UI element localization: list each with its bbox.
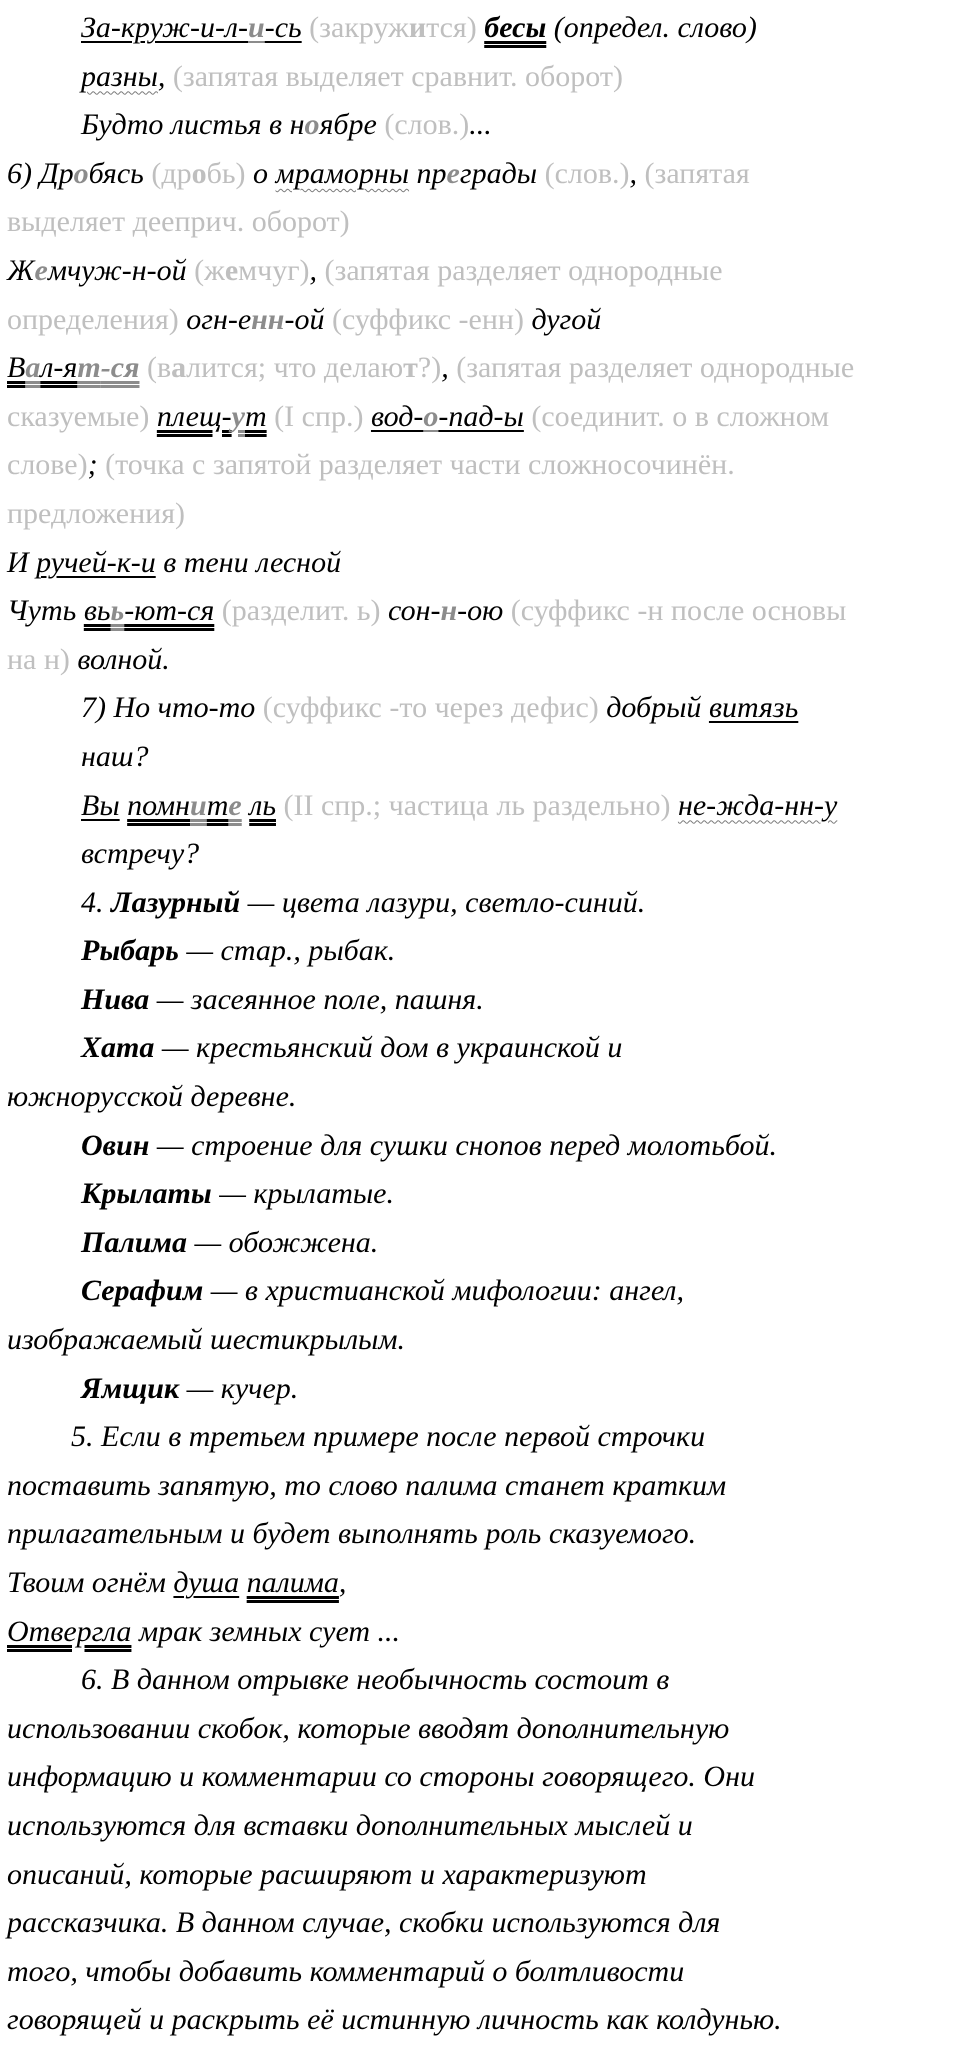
text-fragment: на н) <box>7 642 70 676</box>
text-fragment: — в христианской мифологии: ангел, <box>203 1274 685 1308</box>
text-fragment: мрак земных сует ... <box>131 1614 401 1648</box>
text-fragment: т <box>244 399 267 433</box>
text-fragment: используются для вставки дополнительных мыслей и <box>7 1808 693 1842</box>
text-fragment: палима <box>246 1566 339 1599</box>
text-fragment: определения) <box>7 302 179 336</box>
text-fragment: (запятая <box>644 156 750 190</box>
text-fragment: о <box>304 108 320 142</box>
text-fragment: о <box>423 399 439 433</box>
text-fragment: рассказчика. В данном случае, скобки используются для <box>7 1906 721 1940</box>
text-fragment: (слов.) <box>544 156 630 190</box>
text-fragment: сказуемые) <box>7 399 150 433</box>
text-fragment: вод- <box>370 399 424 433</box>
text-line <box>7 198 960 247</box>
text-fragment: — крылатые. <box>211 1177 394 1211</box>
text-fragment: (соединит. о в сложном <box>531 399 830 433</box>
text-fragment <box>239 1566 247 1599</box>
text-fragment: е <box>446 156 460 190</box>
text-fragment: мчуг) <box>238 253 310 287</box>
text-fragment: -ся <box>100 351 140 385</box>
text-fragment: (запятая выделяет сравнит. оборот) <box>165 59 623 93</box>
text-fragment <box>214 594 222 627</box>
text-fragment: , <box>157 59 166 93</box>
text-fragment: огн-е <box>178 302 252 336</box>
text-line <box>7 1073 960 1122</box>
text-fragment: Овин <box>81 1128 150 1162</box>
text-fragment: плещ- <box>156 399 232 433</box>
text-fragment: 7) Но что-то <box>81 691 263 725</box>
text-line <box>7 296 960 345</box>
text-line <box>7 247 960 296</box>
text-line <box>7 393 960 442</box>
text-line <box>7 1608 960 1657</box>
text-fragment: о <box>245 156 276 190</box>
text-fragment: н <box>440 594 458 628</box>
text-fragment: л-я <box>40 351 78 385</box>
text-fragment: ручей-к-и <box>36 545 156 579</box>
text-fragment: мраморны <box>275 156 410 190</box>
text-fragment: вь <box>83 594 111 628</box>
text-fragment: Ж <box>7 253 35 287</box>
text-fragment: помн <box>127 788 191 822</box>
text-fragment: т <box>77 351 101 385</box>
text-fragment: (запятая разделяет однородные <box>456 351 855 385</box>
text-fragment: Отвергла <box>7 1614 132 1648</box>
text-fragment: а <box>171 351 187 385</box>
text-fragment: 6. В данном отрывке необычность состоит в <box>81 1663 670 1697</box>
text-fragment: -ой <box>284 302 332 336</box>
text-fragment: -пад-ы <box>438 399 524 433</box>
text-line <box>7 782 960 831</box>
text-fragment: Рыбарь <box>81 934 179 968</box>
text-fragment: бесы <box>484 11 547 44</box>
text-fragment: бь) <box>206 156 246 190</box>
text-fragment: прилагательным и будет выполнять роль сказуемого. <box>7 1517 697 1551</box>
text-fragment <box>267 400 275 433</box>
text-fragment: Чуть <box>7 594 84 628</box>
text-fragment: Твоим огнём <box>7 1566 174 1599</box>
text-line <box>7 4 960 53</box>
text-fragment: разны <box>81 59 158 93</box>
text-line <box>7 539 960 588</box>
text-fragment: волной. <box>69 642 170 676</box>
text-line <box>7 976 960 1025</box>
text-fragment: Палима <box>81 1225 187 1259</box>
text-fragment: (закруж <box>309 11 409 44</box>
text-fragment <box>363 400 371 433</box>
text-fragment: Будто листья в н <box>81 108 305 142</box>
text-fragment: (др <box>151 156 192 190</box>
text-line <box>7 1705 960 1754</box>
text-fragment: встречу? <box>81 837 200 871</box>
text-fragment <box>149 400 157 433</box>
text-line <box>7 1948 960 1997</box>
text-fragment: говорящей и раскрыть её истинную личность как колдунью. <box>7 2003 782 2037</box>
text-fragment: грады <box>459 156 545 190</box>
text-fragment: е <box>224 253 239 287</box>
text-fragment: , <box>338 1566 347 1599</box>
text-line <box>7 927 960 976</box>
text-fragment: бясь <box>88 156 152 190</box>
text-fragment: тся) <box>426 11 477 44</box>
text-line <box>7 1656 960 1705</box>
text-line <box>7 1024 960 1073</box>
text-fragment: (запятая разделяет однородные <box>324 253 723 287</box>
text-fragment: 6) Др <box>7 156 74 190</box>
text-fragment: у <box>231 399 245 433</box>
text-line <box>7 1462 960 1511</box>
text-fragment: (в <box>146 351 172 385</box>
text-line <box>7 1996 960 2045</box>
text-fragment: Нива <box>81 982 150 1016</box>
text-fragment: ... <box>469 108 492 142</box>
text-fragment: душа <box>173 1566 240 1599</box>
text-fragment: в тени лесной <box>155 545 342 579</box>
text-fragment: — стар., рыбак. <box>178 934 396 968</box>
text-fragment: сон- <box>380 594 441 628</box>
text-fragment: , <box>309 253 325 287</box>
text-line <box>7 830 960 879</box>
text-fragment: (I спр.) <box>274 399 364 433</box>
text-fragment: (суффикс -енн) <box>331 302 524 336</box>
text-fragment: (суффикс -то через дефис) <box>262 691 599 725</box>
text-line <box>7 441 960 490</box>
text-fragment: е <box>34 253 48 287</box>
text-fragment: -ют-ся <box>124 594 215 628</box>
text-fragment: того, чтобы добавить комментарий о болтливости <box>7 1954 685 1988</box>
text-fragment: о <box>191 156 207 190</box>
text-fragment: не-жда-нн-у <box>677 788 838 822</box>
text-fragment: витязь <box>708 691 799 725</box>
text-fragment: — обожжена. <box>186 1225 379 1259</box>
text-fragment: информацию и комментарии со стороны говорящего. Они <box>7 1760 755 1794</box>
text-line <box>7 587 960 636</box>
text-fragment: пр <box>409 156 447 190</box>
text-line <box>7 879 960 928</box>
text-fragment: наш? <box>81 739 149 773</box>
text-fragment: (разделит. ь) <box>221 594 381 628</box>
text-fragment: 5. Если в третьем примере после первой строчки <box>71 1420 706 1454</box>
text-fragment: Хата <box>81 1031 155 1065</box>
text-line <box>7 1122 960 1171</box>
text-fragment: выделяет дееприч. оборот) <box>7 205 350 239</box>
text-fragment: — крестьянский дом в украинской и <box>154 1031 623 1065</box>
text-fragment: (суффикс -н после основы <box>510 594 847 628</box>
text-fragment: мчуж-н-ой <box>47 253 195 287</box>
text-fragment: описаний, которые расширяют и характеризуют <box>7 1857 647 1891</box>
text-fragment: В <box>7 351 26 385</box>
text-line <box>7 1899 960 1948</box>
text-line <box>7 1802 960 1851</box>
text-fragment: т <box>206 788 229 822</box>
text-line <box>7 1170 960 1219</box>
text-fragment: (слов.) <box>384 108 470 142</box>
text-line <box>7 1219 960 1268</box>
text-fragment: поставить запятую, то слово палима станет кратким <box>7 1468 727 1502</box>
text-line <box>7 150 960 199</box>
text-line <box>7 733 960 782</box>
text-fragment: добрый <box>598 691 709 725</box>
text-fragment: е <box>228 788 242 822</box>
text-line <box>7 636 960 685</box>
text-fragment: ; <box>87 448 98 482</box>
text-line <box>7 490 960 539</box>
text-fragment: и <box>190 788 207 822</box>
text-fragment: — засеянное поле, пашня. <box>149 982 484 1016</box>
text-fragment: Серафим <box>81 1274 204 1308</box>
text-fragment: лится; что делаю <box>186 351 404 385</box>
text-fragment: -сь <box>264 11 302 44</box>
text-fragment: 4. <box>81 885 111 919</box>
text-line <box>7 1413 960 1462</box>
text-line <box>7 1365 960 1414</box>
text-fragment: и <box>248 11 265 44</box>
text-fragment: (ж <box>194 253 225 287</box>
text-fragment: дугой <box>523 302 602 336</box>
text-fragment: — цвета лазури, светло-синий. <box>240 885 646 919</box>
text-fragment: Лазурный <box>111 885 241 919</box>
text-line <box>7 684 960 733</box>
text-fragment: — строение для сушки снопов перед молотьбой. <box>149 1128 778 1162</box>
text-line <box>7 1510 960 1559</box>
text-fragment: использовании скобок, которые вводят дополнительную <box>7 1711 730 1745</box>
text-fragment: предложения) <box>7 496 186 530</box>
text-fragment: Ямщик <box>81 1371 180 1405</box>
text-fragment: Крылаты <box>81 1177 212 1211</box>
text-fragment: нн <box>251 302 285 336</box>
text-line <box>7 53 960 102</box>
text-fragment <box>670 789 678 822</box>
text-line <box>7 1753 960 1802</box>
text-fragment: -ою <box>457 594 511 628</box>
text-fragment: и <box>408 11 427 44</box>
text-fragment: ?) <box>417 351 442 385</box>
text-fragment: ль <box>249 788 276 822</box>
text-fragment: (определ. слово) <box>546 11 757 44</box>
text-fragment: За-круж-и-л- <box>81 11 249 44</box>
text-fragment: Вы <box>81 788 120 822</box>
text-fragment: ябре <box>319 108 385 142</box>
text-fragment: — кучер. <box>179 1371 299 1405</box>
text-fragment: И <box>7 545 37 579</box>
text-fragment: слове) <box>7 448 88 482</box>
text-fragment: южнорусской деревне. <box>7 1080 297 1114</box>
text-fragment: (II спр.; частица ль раздельно) <box>283 788 671 822</box>
text-line <box>7 1851 960 1900</box>
text-line <box>7 1559 960 1608</box>
text-line <box>7 1267 960 1316</box>
text-fragment: о <box>73 156 89 190</box>
text-fragment: (точка с запятой разделяет части сложносочинён. <box>105 448 735 482</box>
text-line <box>7 101 960 150</box>
text-fragment <box>98 448 106 481</box>
text-fragment <box>139 351 147 384</box>
text-line <box>7 1316 960 1365</box>
text-fragment: изображаемый шестикрылым. <box>7 1323 405 1357</box>
text-fragment: ь <box>110 594 125 628</box>
text-fragment: а <box>25 351 41 385</box>
text-fragment: , <box>441 351 457 385</box>
text-line <box>7 344 960 393</box>
text-fragment: т <box>403 351 418 385</box>
text-fragment: , <box>629 156 645 190</box>
